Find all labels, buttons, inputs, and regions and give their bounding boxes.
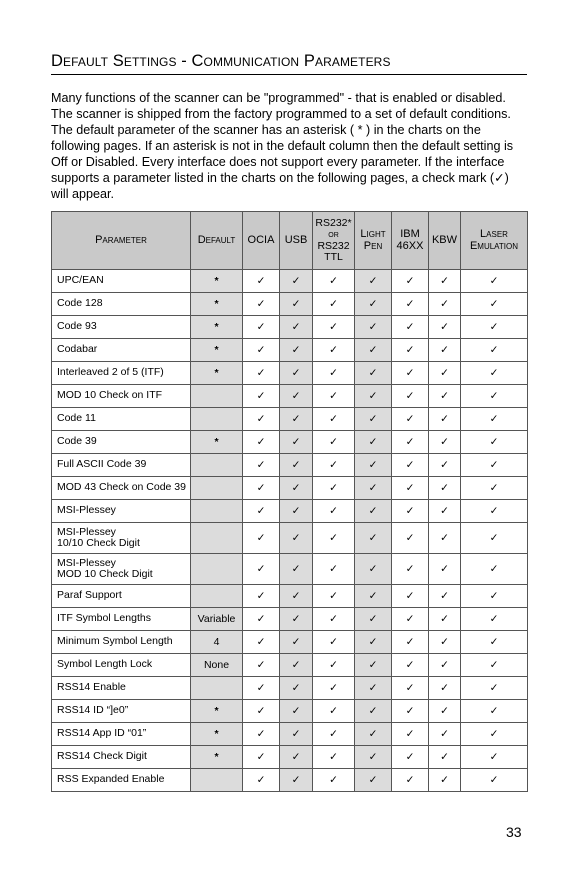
check-mark-cell: ✓ [313, 654, 355, 677]
check-mark-cell: ✓ [355, 431, 392, 454]
table-row [52, 408, 528, 431]
check-mark-cell: ✓ [280, 700, 313, 723]
table-row [52, 293, 528, 316]
check-mark-cell: ✓ [243, 523, 280, 554]
default-cell: None [191, 654, 243, 677]
check-mark-cell: ✓ [243, 362, 280, 385]
parameter-name-cell: UPC/EAN [52, 270, 191, 293]
default-cell: * [191, 293, 243, 316]
check-mark-cell: ✓ [355, 608, 392, 631]
check-mark-cell: ✓ [280, 554, 313, 585]
check-mark-cell: ✓ [355, 631, 392, 654]
header-ocia: OCIA [243, 212, 280, 270]
parameter-name-cell: Code 11 [52, 408, 191, 431]
check-mark-cell: ✓ [355, 523, 392, 554]
parameter-name-cell: ITF Symbol Lengths [52, 608, 191, 631]
check-mark-cell: ✓ [461, 362, 528, 385]
table-row [52, 723, 528, 746]
table-row [52, 608, 528, 631]
check-mark-cell: ✓ [355, 316, 392, 339]
check-mark-cell: ✓ [313, 385, 355, 408]
check-mark-cell: ✓ [280, 746, 313, 769]
check-mark-cell: ✓ [392, 654, 429, 677]
check-mark-cell: ✓ [392, 769, 429, 792]
check-mark-cell: ✓ [461, 293, 528, 316]
check-mark-cell: ✓ [461, 608, 528, 631]
check-mark-cell: ✓ [429, 608, 461, 631]
check-mark-cell: ✓ [461, 500, 528, 523]
default-cell: * [191, 723, 243, 746]
check-mark-cell: ✓ [429, 769, 461, 792]
check-mark-cell: ✓ [313, 431, 355, 454]
table-header-row [52, 212, 528, 270]
check-mark-cell: ✓ [313, 339, 355, 362]
check-mark-cell: ✓ [429, 293, 461, 316]
check-mark-cell: ✓ [355, 585, 392, 608]
parameter-name-cell: Code 39 [52, 431, 191, 454]
check-mark-cell: ✓ [280, 523, 313, 554]
check-mark-cell: ✓ [280, 585, 313, 608]
check-mark-cell: ✓ [280, 723, 313, 746]
check-mark-cell: ✓ [313, 585, 355, 608]
check-mark-cell: ✓ [243, 477, 280, 500]
section-title: Default Settings - Communication Parameters [51, 52, 391, 70]
table-row [52, 769, 528, 792]
check-mark-cell: ✓ [429, 677, 461, 700]
parameter-name-cell: RSS14 Enable [52, 677, 191, 700]
parameter-name-cell: RSS14 Check Digit [52, 746, 191, 769]
check-mark-cell: ✓ [280, 270, 313, 293]
default-cell [191, 769, 243, 792]
check-mark-cell: ✓ [392, 723, 429, 746]
check-mark-cell: ✓ [355, 746, 392, 769]
check-mark-cell: ✓ [313, 677, 355, 700]
check-mark-cell: ✓ [313, 500, 355, 523]
default-cell [191, 585, 243, 608]
parameter-name-cell: Interleaved 2 of 5 (ITF) [52, 362, 191, 385]
header-parameter: Parameter [52, 212, 191, 270]
parameter-name-cell: Code 128 [52, 293, 191, 316]
check-mark-cell: ✓ [243, 585, 280, 608]
check-mark-cell: ✓ [313, 769, 355, 792]
default-cell: * [191, 270, 243, 293]
check-mark-cell: ✓ [280, 677, 313, 700]
check-mark-cell: ✓ [313, 362, 355, 385]
table-row [52, 454, 528, 477]
check-mark-cell: ✓ [461, 523, 528, 554]
intro-paragraph: Many functions of the scanner can be "programmed" - that is enabled or disabled. The scanner is shipped from the factory programmed to a set of default conditions. The default parameter of the scanner has an asterisk ( * ) in the charts on the following pages. If an asterisk is not in the default column then the default setting is Off or Disabled. Every interface does not support every parameter. If the interface supports a parameter listed in the charts on the following pages, a check mark (✓) will appear. [51, 91, 514, 201]
check-mark-cell: ✓ [461, 316, 528, 339]
check-mark-cell: ✓ [313, 631, 355, 654]
check-mark-cell: ✓ [355, 270, 392, 293]
table-body [52, 270, 528, 792]
check-mark-cell: ✓ [243, 339, 280, 362]
check-mark-cell: ✓ [355, 723, 392, 746]
check-mark-cell: ✓ [461, 769, 528, 792]
check-mark-cell: ✓ [392, 477, 429, 500]
parameter-name-cell: MSI-Plessey [52, 500, 191, 523]
default-cell [191, 477, 243, 500]
check-mark-cell: ✓ [313, 723, 355, 746]
check-mark-cell: ✓ [313, 408, 355, 431]
parameter-name-cell: RSS Expanded Enable [52, 769, 191, 792]
check-mark-cell: ✓ [461, 408, 528, 431]
check-mark-cell: ✓ [392, 500, 429, 523]
parameter-name-cell: Minimum Symbol Length [52, 631, 191, 654]
table-row [52, 339, 528, 362]
check-mark-cell: ✓ [355, 385, 392, 408]
check-mark-cell: ✓ [243, 270, 280, 293]
default-cell [191, 554, 243, 585]
header-kbw: KBW [429, 212, 461, 270]
header-rs232: RS232* or RS232 TTL [313, 212, 355, 270]
check-mark-cell: ✓ [243, 500, 280, 523]
check-mark-cell: ✓ [280, 431, 313, 454]
table-row [52, 500, 528, 523]
table-row [52, 631, 528, 654]
check-mark-cell: ✓ [280, 454, 313, 477]
check-mark-cell: ✓ [429, 408, 461, 431]
check-mark-cell: ✓ [355, 700, 392, 723]
check-mark-cell: ✓ [392, 523, 429, 554]
check-mark-cell: ✓ [355, 362, 392, 385]
check-mark-cell: ✓ [243, 700, 280, 723]
check-mark-cell: ✓ [355, 293, 392, 316]
default-cell: * [191, 362, 243, 385]
check-mark-cell: ✓ [280, 654, 313, 677]
check-mark-cell: ✓ [461, 723, 528, 746]
check-mark-cell: ✓ [429, 454, 461, 477]
check-mark-cell: ✓ [280, 500, 313, 523]
check-mark-cell: ✓ [355, 477, 392, 500]
table-row [52, 585, 528, 608]
check-mark-cell: ✓ [313, 293, 355, 316]
table-row [52, 362, 528, 385]
check-mark-cell: ✓ [429, 431, 461, 454]
check-mark-cell: ✓ [280, 339, 313, 362]
check-mark-cell: ✓ [280, 769, 313, 792]
parameter-name-cell: MOD 43 Check on Code 39 [52, 477, 191, 500]
check-mark-cell: ✓ [355, 769, 392, 792]
check-mark-cell: ✓ [461, 554, 528, 585]
check-mark-cell: ✓ [392, 408, 429, 431]
check-mark-cell: ✓ [243, 293, 280, 316]
parameter-table [51, 211, 528, 792]
check-mark-cell: ✓ [313, 746, 355, 769]
check-mark-cell: ✓ [243, 608, 280, 631]
check-mark-cell: ✓ [280, 316, 313, 339]
check-mark-cell: ✓ [429, 385, 461, 408]
title-rule [51, 74, 527, 75]
default-cell: * [191, 700, 243, 723]
check-mark-cell: ✓ [461, 746, 528, 769]
table-row [52, 431, 528, 454]
check-mark-cell: ✓ [461, 677, 528, 700]
check-mark-cell: ✓ [313, 454, 355, 477]
default-cell: * [191, 339, 243, 362]
check-mark-cell: ✓ [429, 500, 461, 523]
parameter-name-cell: MOD 10 Check on ITF [52, 385, 191, 408]
parameter-name-cell: MSI-Plessey MOD 10 Check Digit [52, 554, 191, 585]
table-row [52, 677, 528, 700]
header-default: Default [191, 212, 243, 270]
default-cell [191, 408, 243, 431]
check-mark-cell: ✓ [392, 270, 429, 293]
check-mark-cell: ✓ [461, 477, 528, 500]
check-mark-cell: ✓ [392, 316, 429, 339]
check-mark-cell: ✓ [313, 270, 355, 293]
header-light-pen: Light Pen [355, 212, 392, 270]
check-mark-cell: ✓ [461, 454, 528, 477]
default-cell [191, 454, 243, 477]
check-mark-cell: ✓ [243, 454, 280, 477]
check-mark-cell: ✓ [313, 608, 355, 631]
check-mark-cell: ✓ [392, 385, 429, 408]
check-mark-cell: ✓ [429, 362, 461, 385]
check-mark-cell: ✓ [313, 700, 355, 723]
check-mark-cell: ✓ [429, 631, 461, 654]
check-mark-cell: ✓ [355, 500, 392, 523]
check-mark-cell: ✓ [461, 431, 528, 454]
check-mark-cell: ✓ [243, 316, 280, 339]
check-mark-cell: ✓ [429, 554, 461, 585]
check-mark-cell: ✓ [243, 723, 280, 746]
check-mark-cell: ✓ [313, 477, 355, 500]
table-row [52, 523, 528, 554]
default-cell: 4 [191, 631, 243, 654]
table-row [52, 700, 528, 723]
check-mark-cell: ✓ [429, 523, 461, 554]
parameter-name-cell: Paraf Support [52, 585, 191, 608]
check-mark-cell: ✓ [392, 677, 429, 700]
check-mark-cell: ✓ [429, 723, 461, 746]
check-mark-cell: ✓ [461, 339, 528, 362]
check-mark-cell: ✓ [280, 631, 313, 654]
table-row [52, 477, 528, 500]
check-mark-cell: ✓ [392, 746, 429, 769]
check-mark-cell: ✓ [313, 316, 355, 339]
default-cell [191, 385, 243, 408]
parameter-name-cell: MSI-Plessey 10/10 Check Digit [52, 523, 191, 554]
check-mark-cell: ✓ [461, 654, 528, 677]
check-mark-cell: ✓ [392, 700, 429, 723]
check-mark-cell: ✓ [461, 585, 528, 608]
check-mark-cell: ✓ [280, 293, 313, 316]
check-mark-cell: ✓ [243, 385, 280, 408]
check-mark-cell: ✓ [243, 654, 280, 677]
check-mark-cell: ✓ [392, 339, 429, 362]
table-row [52, 554, 528, 585]
parameter-name-cell: RSS14 ID “]e0” [52, 700, 191, 723]
check-mark-cell: ✓ [429, 700, 461, 723]
default-cell [191, 677, 243, 700]
check-mark-cell: ✓ [280, 408, 313, 431]
check-mark-cell: ✓ [429, 585, 461, 608]
table-row [52, 270, 528, 293]
header-usb: USB [280, 212, 313, 270]
check-mark-cell: ✓ [355, 554, 392, 585]
check-mark-cell: ✓ [429, 746, 461, 769]
check-mark-cell: ✓ [243, 631, 280, 654]
default-cell: * [191, 746, 243, 769]
check-mark-cell: ✓ [355, 677, 392, 700]
check-mark-cell: ✓ [243, 431, 280, 454]
check-mark-cell: ✓ [392, 585, 429, 608]
check-mark-cell: ✓ [355, 339, 392, 362]
table-row [52, 316, 528, 339]
default-cell: * [191, 431, 243, 454]
check-mark-cell: ✓ [355, 454, 392, 477]
check-mark-cell: ✓ [243, 769, 280, 792]
table-row [52, 654, 528, 677]
parameter-name-cell: RSS14 App ID “01” [52, 723, 191, 746]
page-number: 33 [506, 824, 522, 840]
table-row [52, 746, 528, 769]
header-ibm-46xx: IBM 46XX [392, 212, 429, 270]
check-mark-cell: ✓ [461, 700, 528, 723]
check-mark-cell: ✓ [243, 746, 280, 769]
check-mark-cell: ✓ [280, 477, 313, 500]
check-mark-cell: ✓ [461, 385, 528, 408]
check-mark-cell: ✓ [392, 431, 429, 454]
check-mark-cell: ✓ [392, 554, 429, 585]
check-mark-cell: ✓ [313, 523, 355, 554]
check-mark-cell: ✓ [243, 677, 280, 700]
check-mark-cell: ✓ [461, 270, 528, 293]
check-mark-cell: ✓ [280, 385, 313, 408]
check-mark-cell: ✓ [429, 339, 461, 362]
parameter-name-cell: Symbol Length Lock [52, 654, 191, 677]
check-mark-cell: ✓ [429, 270, 461, 293]
default-cell: Variable [191, 608, 243, 631]
check-mark-cell: ✓ [392, 293, 429, 316]
check-mark-cell: ✓ [392, 631, 429, 654]
check-mark-cell: ✓ [429, 477, 461, 500]
check-mark-cell: ✓ [280, 362, 313, 385]
check-mark-cell: ✓ [429, 654, 461, 677]
header-laser-emulation: Laser Emulation [461, 212, 528, 270]
default-cell [191, 500, 243, 523]
parameter-name-cell: Full ASCII Code 39 [52, 454, 191, 477]
check-mark-cell: ✓ [392, 608, 429, 631]
check-mark-cell: ✓ [355, 408, 392, 431]
check-mark-cell: ✓ [461, 631, 528, 654]
parameter-name-cell: Code 93 [52, 316, 191, 339]
table-row [52, 385, 528, 408]
default-cell [191, 523, 243, 554]
check-mark-cell: ✓ [392, 362, 429, 385]
check-mark-cell: ✓ [243, 554, 280, 585]
check-mark-cell: ✓ [355, 654, 392, 677]
check-mark-cell: ✓ [280, 608, 313, 631]
check-mark-cell: ✓ [313, 554, 355, 585]
default-cell: * [191, 316, 243, 339]
parameter-name-cell: Codabar [52, 339, 191, 362]
check-mark-cell: ✓ [243, 408, 280, 431]
check-mark-cell: ✓ [392, 454, 429, 477]
check-mark-cell: ✓ [429, 316, 461, 339]
